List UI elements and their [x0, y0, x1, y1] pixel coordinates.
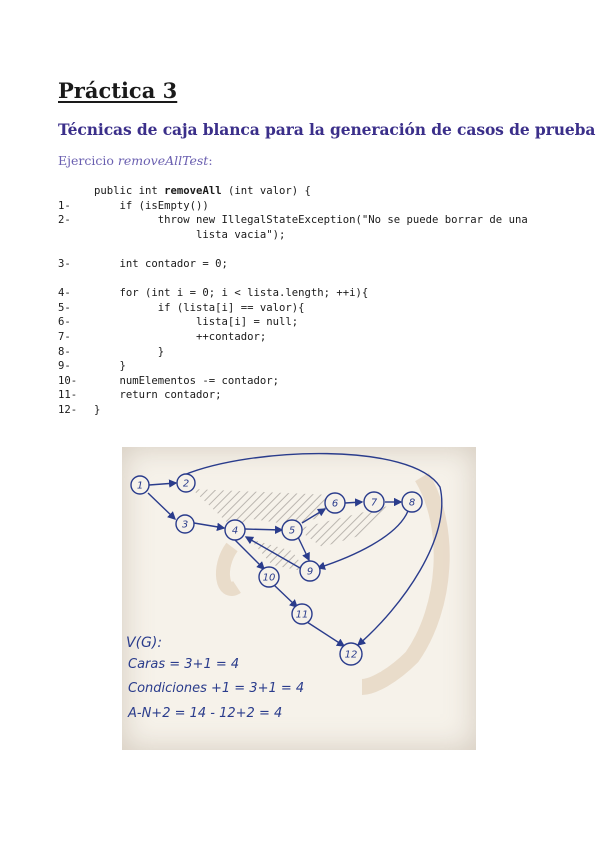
line-number: 5-: [58, 301, 71, 314]
line-text: return contador;: [94, 389, 222, 402]
code-line: [58, 213, 528, 228]
method-name: removeAll: [164, 185, 222, 197]
line-text: numElementos -= contador;: [94, 374, 279, 387]
vg-line-1: Caras = 3+1 = 4: [128, 657, 240, 672]
vg-heading: V(G):: [126, 635, 163, 651]
code-line: [58, 257, 528, 272]
node-label-11: 11: [295, 609, 309, 621]
line-number: 2-: [58, 214, 71, 227]
line-number: 6-: [58, 316, 71, 329]
exercise-label: [58, 153, 213, 168]
code-line: [58, 286, 528, 301]
code-line: [58, 359, 528, 374]
line-number: 4-: [58, 287, 71, 300]
line-text: }: [94, 403, 101, 416]
node-label-4: 4: [231, 525, 239, 537]
line-text: if (lista[i] == valor){: [94, 301, 305, 314]
line-text: int contador = 0;: [94, 257, 228, 270]
line-text: lista vacia");: [94, 228, 286, 241]
line-text: }: [94, 345, 165, 358]
node-label-1: 1: [136, 480, 144, 492]
exercise-suffix: :: [208, 153, 213, 168]
line-number: 3-: [58, 257, 71, 270]
line-number: 8-: [58, 345, 71, 358]
code-line: [58, 242, 528, 257]
code-line: [58, 199, 528, 214]
code-line: [58, 345, 528, 360]
line-text: ++contador;: [94, 330, 267, 343]
node-label-8: 8: [408, 497, 416, 509]
node-label-5: 5: [288, 525, 296, 537]
control-flow-graph: [122, 447, 476, 750]
line-text: throw new IllegalStateException("No se puede borrar de una: [94, 214, 528, 227]
node-label-10: 10: [262, 572, 276, 584]
node-label-9: 9: [306, 566, 314, 578]
line-number: 10-: [58, 374, 78, 387]
code-block: [58, 184, 528, 418]
line-text: for (int i = 0; i < lista.length; ++i){: [94, 287, 369, 300]
line-number: 1-: [58, 199, 71, 212]
code-line: [58, 403, 528, 418]
line-number: 12-: [58, 403, 78, 416]
node-label-2: 2: [182, 478, 190, 490]
line-text: if (isEmpty()): [94, 199, 209, 212]
line-number: 7-: [58, 330, 71, 343]
node-label-7: 7: [370, 497, 378, 509]
vg-line-3: A-N+2 = 14 - 12+2 = 4: [128, 706, 283, 721]
code-line: [58, 315, 528, 330]
line-number: 11-: [58, 389, 78, 402]
node-label-12: 12: [344, 649, 358, 661]
node-label-6: 6: [331, 498, 339, 510]
code-line: [58, 301, 528, 316]
pale-mark-2: [223, 547, 237, 589]
code-line: [58, 228, 528, 243]
code-line: [58, 330, 528, 345]
section-subtitle: Técnicas de caja blanca para la generación de casos de prueba: [58, 120, 596, 139]
code-line: [58, 374, 528, 389]
code-lines: [58, 199, 528, 418]
page-title: Práctica 3: [58, 78, 178, 103]
region-hatch-1: [192, 489, 332, 527]
code-line: [58, 272, 528, 287]
line-number: 9-: [58, 360, 71, 373]
exercise-name: removeAllTest: [117, 153, 209, 168]
handwritten-graph-photo: [122, 447, 476, 750]
exercise-prefix: Ejercicio: [58, 153, 118, 168]
code-header: public int removeAll (int valor) {: [94, 185, 311, 197]
line-text: lista[i] = null;: [94, 316, 299, 329]
line-text: }: [94, 360, 126, 373]
code-line: [58, 388, 528, 403]
vg-line-2: Condiciones +1 = 3+1 = 4: [128, 681, 305, 696]
node-label-3: 3: [181, 519, 189, 531]
